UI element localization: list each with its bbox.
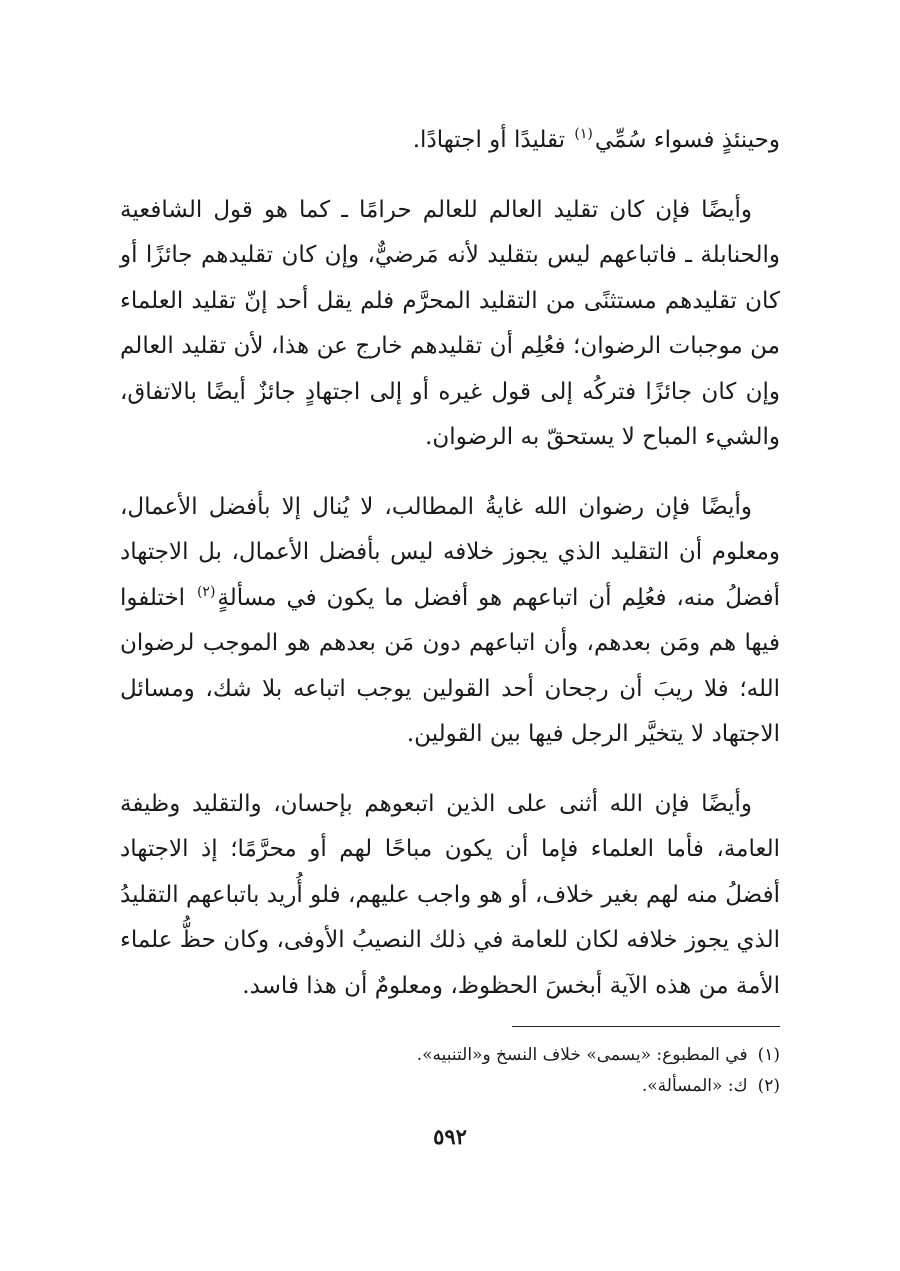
page-body (120, 118, 780, 1033)
paragraph-1-text-before: وحينئذٍ فسواء سُمِّي (594, 127, 780, 153)
footnote-2-number: (٢) (757, 1076, 780, 1096)
footnotes (120, 1040, 780, 1102)
paragraph-1 (120, 118, 780, 164)
paragraph-3-text-before: وأيضًا فإن رضوان الله غايةُ المطالب، لا يُنال إلا بأفضل الأعمال، ومعلوم أن التقليد الذي يجوز خلافه ليس بأفضل الأعمال، بل الاجتهاد أفضلُ منه، فعُلِم أن اتباعهم هو أفضل ما يكون في مسألةٍ (120, 493, 780, 611)
footnote-separator (512, 1026, 780, 1027)
footnote-1-text: في المطبوع: «يسمى» خلاف النسخ و«التنبيه». (416, 1045, 748, 1065)
paragraph-4: وأيضًا فإن الله أثنى على الذين اتبعوهم بإحسان، والتقليد وظيفة العامة، فأما العلماء فإما أن يكون مباحًا لهم أو محرَّمًا؛ إذ الاجتهاد أفضلُ منه لهم بغير خلاف، أو هو واجب عليهم، فلو أُريد باتباعهم التقليدُ الذي يجوز خلافه لكان للعامة في ذلك النصيبُ الأوفى، وكان حظُّ علماء الأمة من هذه الآية أبخسَ الحظوظ، ومعلومٌ أن هذا فاسد. (120, 790, 780, 999)
page-number: ٥٩٢ (433, 1124, 467, 1149)
footnote-reference-1: (١) (574, 126, 593, 143)
footnote-1-number: (١) (757, 1045, 780, 1065)
paragraph-1-text-after: تقليدًا أو اجتهادًا. (412, 127, 573, 153)
paragraph-2: وأيضًا فإن كان تقليد العالم للعالم حرامًا ـ كما هو قول الشافعية والحنابلة ـ فاتباعهم ليس بتقليد لأنه مَرضيٌّ، وإن كان تقليدهم جائزًا أو كان تقليدهم مستثنًى من التقليد المحرَّم فلم يقل أحد إنّ تقليد العلماء من موجبات الرضوان؛ فعُلِم أن تقليدهم خارج عن هذا، لأن تقليد العالم وإن كان جائزًا فتركُه إلى قول غيره أو إلى اجتهادٍ جائزٌ أيضًا بالاتفاق، والشيء المباح لا يستحقّ به الرضوان. (120, 196, 780, 450)
paragraph-3-text-after: اختلفوا فيها هم ومَن بعدهم، وأن اتباعهم دون مَن بعدهم هو الموجب لرضوان الله؛ فلا ريبَ أن رجحان أحد القولين يوجب اتباعه بلا شك، ومسائل الاجتهاد لا يتخيَّر الرجل فيها بين القولين. (120, 584, 780, 747)
footnote-reference-2: (٢) (196, 583, 216, 600)
footnote-2-text: ك: «المسألة». (641, 1076, 748, 1096)
footnote-2 (120, 1071, 780, 1102)
paragraph-3 (120, 485, 780, 758)
footnote-1 (120, 1040, 780, 1071)
